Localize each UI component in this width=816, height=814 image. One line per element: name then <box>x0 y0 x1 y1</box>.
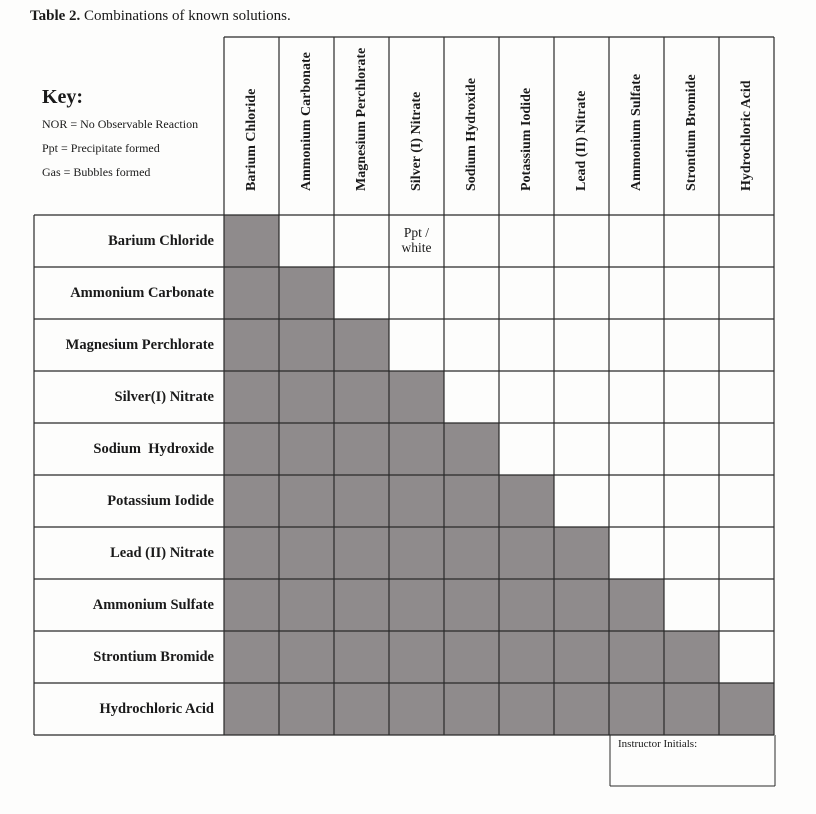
shaded-cell <box>279 683 334 735</box>
shaded-cell <box>664 683 719 735</box>
column-header-label: Sodium Hydroxide <box>463 78 479 191</box>
column-header <box>664 37 719 213</box>
result-cell[interactable] <box>664 371 719 423</box>
result-cell[interactable] <box>389 319 444 371</box>
column-header-label: Ammonium Sulfate <box>628 73 644 191</box>
result-cell[interactable] <box>664 527 719 579</box>
row-header: Ammonium Sulfate <box>92 596 214 613</box>
shaded-cell <box>719 683 774 735</box>
shaded-cell <box>279 423 334 475</box>
column-header <box>554 37 609 213</box>
row-header: Hydrochloric Acid <box>99 700 214 717</box>
shaded-cell <box>334 631 389 683</box>
shaded-cell <box>664 631 719 683</box>
shaded-cell <box>334 527 389 579</box>
shaded-cell <box>609 579 664 631</box>
shaded-cell <box>554 579 609 631</box>
result-cell[interactable] <box>609 215 664 267</box>
result-cell[interactable] <box>719 371 774 423</box>
shaded-cell <box>334 579 389 631</box>
shaded-cell <box>389 631 444 683</box>
result-cell[interactable] <box>554 371 609 423</box>
result-cell[interactable] <box>664 267 719 319</box>
row-header: Potassium Iodide <box>107 492 214 509</box>
key-nor: NOR = No Observable Reaction <box>42 117 199 131</box>
column-header-label: Magnesium Perchlorate <box>353 47 369 191</box>
result-cell[interactable] <box>334 267 389 319</box>
key-title: Key: <box>42 86 84 108</box>
result-cell[interactable] <box>609 319 664 371</box>
result-cell[interactable] <box>719 631 774 683</box>
shaded-cell <box>389 683 444 735</box>
shaded-cell <box>444 683 499 735</box>
shaded-cell <box>279 267 334 319</box>
row-header: Sodium Hydroxide <box>93 440 214 457</box>
column-header-label: Ammonium Carbonate <box>298 52 314 191</box>
shaded-cell <box>279 371 334 423</box>
result-cell[interactable] <box>719 423 774 475</box>
result-cell[interactable] <box>554 267 609 319</box>
result-cell[interactable] <box>664 319 719 371</box>
result-cell[interactable] <box>609 475 664 527</box>
shaded-cell <box>279 527 334 579</box>
shaded-cell <box>389 423 444 475</box>
column-header <box>389 37 444 213</box>
result-cell[interactable] <box>554 319 609 371</box>
column-header <box>609 37 664 213</box>
instructor-initials-label: Instructor Initials: <box>618 738 698 750</box>
shaded-cell <box>224 423 279 475</box>
result-cell[interactable] <box>499 319 554 371</box>
result-cell[interactable] <box>719 319 774 371</box>
result-cell[interactable] <box>719 475 774 527</box>
shaded-cell <box>224 215 279 267</box>
result-cell[interactable] <box>389 267 444 319</box>
shaded-cell <box>224 475 279 527</box>
result-cell[interactable] <box>719 527 774 579</box>
result-cell[interactable] <box>554 475 609 527</box>
column-header-label: Strontium Bromide <box>683 74 699 191</box>
result-cell[interactable] <box>499 215 554 267</box>
result-cell[interactable] <box>719 267 774 319</box>
shaded-cell <box>334 423 389 475</box>
shaded-cell <box>554 631 609 683</box>
shaded-cell <box>499 475 554 527</box>
result-cell[interactable] <box>664 475 719 527</box>
column-header-label: Hydrochloric Acid <box>738 80 754 191</box>
column-header <box>719 37 774 213</box>
result-cell[interactable] <box>279 215 334 267</box>
result-cell[interactable] <box>444 319 499 371</box>
shaded-cell <box>224 267 279 319</box>
result-cell[interactable] <box>444 371 499 423</box>
shaded-cell <box>224 683 279 735</box>
result-cell[interactable] <box>444 267 499 319</box>
column-header <box>499 37 554 213</box>
shaded-cell <box>224 371 279 423</box>
result-cell[interactable] <box>609 267 664 319</box>
shaded-cell <box>499 631 554 683</box>
shaded-cell <box>499 527 554 579</box>
shaded-cell <box>224 579 279 631</box>
result-cell[interactable] <box>664 423 719 475</box>
result-cell-entry[interactable]: Ppt / white <box>401 225 432 255</box>
column-header-label: Silver (I) Nitrate <box>408 91 424 191</box>
shaded-cell <box>389 527 444 579</box>
column-header-label: Lead (II) Nitrate <box>573 90 589 191</box>
result-cell[interactable] <box>609 527 664 579</box>
result-cell[interactable] <box>334 215 389 267</box>
key-ppt: Ppt = Precipitate formed <box>42 141 160 155</box>
row-header: Barium Chloride <box>108 232 214 249</box>
shaded-cell <box>609 683 664 735</box>
result-cell[interactable] <box>664 579 719 631</box>
shaded-cell <box>279 631 334 683</box>
row-header: Lead (II) Nitrate <box>110 544 214 561</box>
result-cell[interactable] <box>719 579 774 631</box>
shaded-cell <box>444 423 499 475</box>
row-header: Strontium Bromide <box>93 648 214 665</box>
column-header <box>444 37 499 213</box>
shaded-cell <box>389 475 444 527</box>
result-cell[interactable] <box>719 215 774 267</box>
shaded-cell <box>334 371 389 423</box>
row-header: Magnesium Perchlorate <box>65 336 214 353</box>
shaded-cell <box>444 527 499 579</box>
result-cell[interactable] <box>499 423 554 475</box>
column-header <box>279 37 334 213</box>
column-header <box>224 37 279 213</box>
column-header-label: Potassium Iodide <box>518 87 534 191</box>
shaded-cell <box>334 683 389 735</box>
shaded-cell <box>389 371 444 423</box>
key-gas: Gas = Bubbles formed <box>42 165 151 179</box>
result-cell[interactable] <box>609 423 664 475</box>
row-header: Silver(I) Nitrate <box>114 388 214 405</box>
shaded-cell <box>279 475 334 527</box>
result-cell[interactable] <box>554 423 609 475</box>
shaded-cell <box>499 683 554 735</box>
shaded-cell <box>444 631 499 683</box>
result-cell[interactable] <box>499 267 554 319</box>
result-cell[interactable] <box>664 215 719 267</box>
shaded-cell <box>279 319 334 371</box>
column-header <box>334 37 389 213</box>
shaded-cell <box>279 579 334 631</box>
table-caption: Table 2. Combinations of known solutions. <box>30 8 291 24</box>
instructor-initials-box[interactable] <box>610 736 775 786</box>
shaded-cell <box>334 475 389 527</box>
shaded-cell <box>444 579 499 631</box>
shaded-cell <box>554 683 609 735</box>
column-header-label: Barium Chloride <box>243 88 259 191</box>
shaded-cell <box>609 631 664 683</box>
result-cell[interactable] <box>554 215 609 267</box>
shaded-cell <box>444 475 499 527</box>
shaded-cell <box>224 319 279 371</box>
shaded-cell <box>389 579 444 631</box>
result-cell[interactable] <box>444 215 499 267</box>
shaded-cell <box>334 319 389 371</box>
row-header: Ammonium Carbonate <box>70 284 214 301</box>
result-cell[interactable] <box>609 371 664 423</box>
shaded-cell <box>554 527 609 579</box>
result-cell[interactable] <box>499 371 554 423</box>
shaded-cell <box>224 631 279 683</box>
shaded-cell <box>499 579 554 631</box>
shaded-cell <box>224 527 279 579</box>
